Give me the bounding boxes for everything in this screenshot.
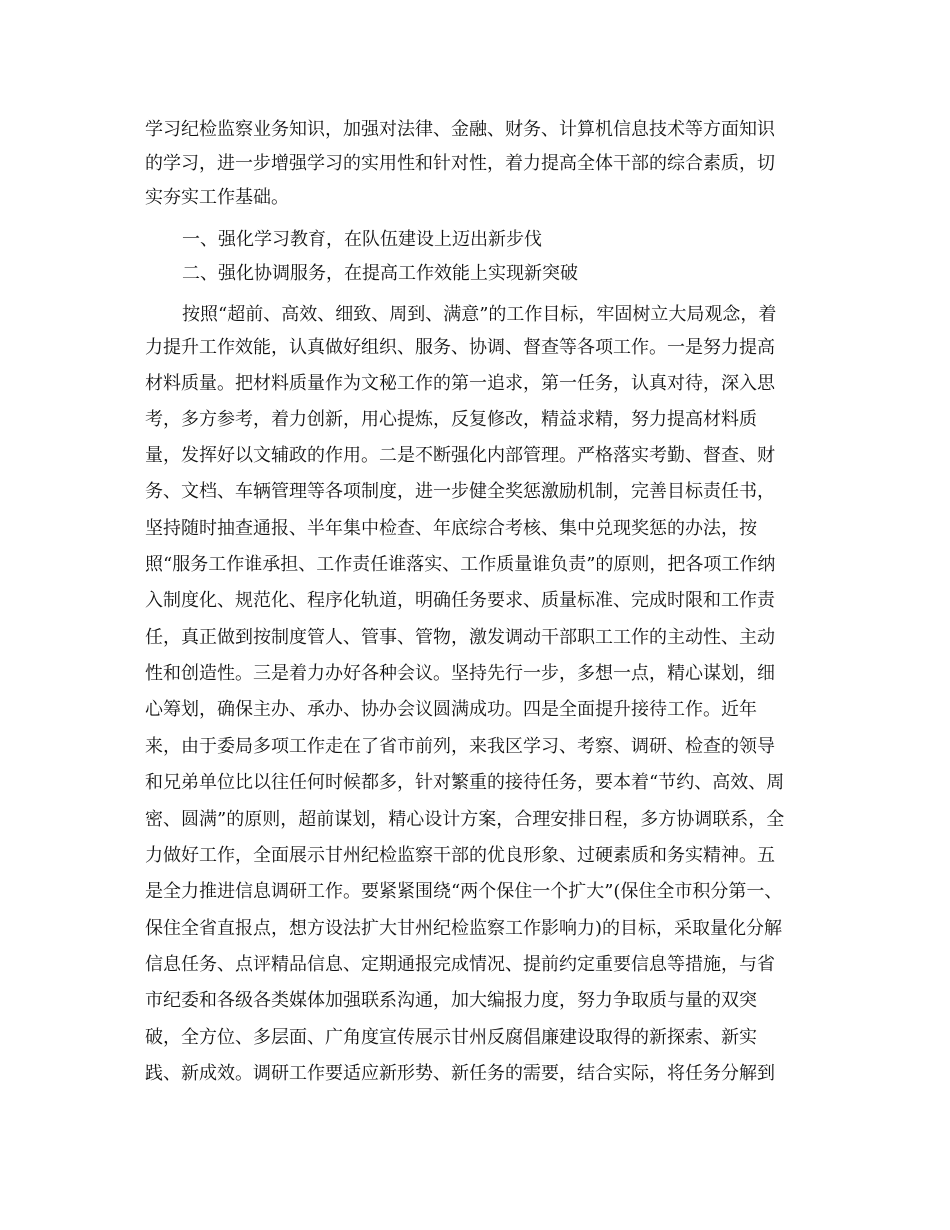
text-line: 实夯实工作基础。 xyxy=(145,187,289,208)
text-line: 量，发挥好以文辅政的作用。二是不断强化内部管理。严格落实考勤、督查、财 xyxy=(145,445,775,466)
text-line: 按照“超前、高效、细致、周到、满意”的工作目标，牢固树立大局观念，着 xyxy=(182,304,777,325)
text-line: 照“服务工作谁承担、工作责任谁落实、工作质量谁负责”的原则，把各项工作纳 xyxy=(145,554,776,575)
text-line: 力提升工作效能，认真做好组织、服务、协调、督查等各项工作。一是努力提高 xyxy=(145,337,775,358)
text-line: 来，由于委局多项工作走在了省市前列，来我区学习、考察、调研、检查的领导 xyxy=(145,736,775,757)
text-line: 力做好工作，全面展示甘州纪检监察干部的优良形象、过硬素质和务实精神。五 xyxy=(145,845,775,866)
text-line: 考，多方参考，着力创新，用心提炼，反复修改，精益求精，努力提高材料质 xyxy=(145,409,757,430)
text-line: 坚持随时抽查通报、半年集中检查、年底综合考核、集中兑现奖惩的办法，按 xyxy=(145,518,757,539)
text-line: 心筹划，确保主办、承办、协办会议圆满成功。四是全面提升接待工作。近年 xyxy=(145,699,757,720)
text-line: 密、圆满”的原则，超前谋划，精心设计方案，合理安排日程，多方协调联系，全 xyxy=(145,809,785,830)
text-line: 破，全方位、多层面、广角度宣传展示甘州反腐倡廉建设取得的新探索、新实 xyxy=(145,1027,757,1048)
section-heading-2: 二、强化协调服务，在提高工作效能上实现新突破 xyxy=(182,263,578,284)
text-line: 入制度化、规范化、程序化轨道，明确任务要求、质量标准、完成时限和工作责 xyxy=(145,590,775,611)
section-heading-1: 一、强化学习教育，在队伍建设上迈出新步伐 xyxy=(182,229,542,250)
text-line: 务、文档、车辆管理等各项制度，进一步健全奖惩激励机制，完善目标责任书， xyxy=(145,481,775,502)
text-line: 的学习，进一步增强学习的实用性和针对性，着力提高全体干部的综合素质，切 xyxy=(145,153,775,174)
text-line: 学习纪检监察业务知识，加强对法律、金融、财务、计算机信息技术等方面知识 xyxy=(145,119,775,140)
text-line: 市纪委和各级各类媒体加强联系沟通，加大编报力度，努力争取质与量的双突 xyxy=(145,990,757,1011)
text-line: 和兄弟单位比以往任何时候都多，针对繁重的接待任务，要本着“节约、高效、周 xyxy=(145,772,785,793)
text-line: 材料质量。把材料质量作为文秘工作的第一追求，第一任务，认真对待，深入思 xyxy=(145,373,775,394)
text-line: 信息任务、点评精品信息、定期通报完成情况、提前约定重要信息等措施，与省 xyxy=(145,954,775,975)
text-line: 保住全省直报点，想方设法扩大甘州纪检监察工作影响力)的目标，采取量化分解 xyxy=(145,918,783,939)
text-line: 任，真正做到按制度管人、管事、管物，激发调动干部职工工作的主动性、主动 xyxy=(145,627,775,648)
text-line: 践、新成效。调研工作要适应新形势、新任务的需要，结合实际，将任务分解到 xyxy=(145,1063,775,1084)
text-line: 性和创造性。三是着力办好各种会议。坚持先行一步，多想一点，精心谋划，细 xyxy=(145,663,775,684)
text-line: 是全力推进信息调研工作。要紧紧围绕“两个保住一个扩大”(保住全市积分第一、 xyxy=(145,881,783,902)
